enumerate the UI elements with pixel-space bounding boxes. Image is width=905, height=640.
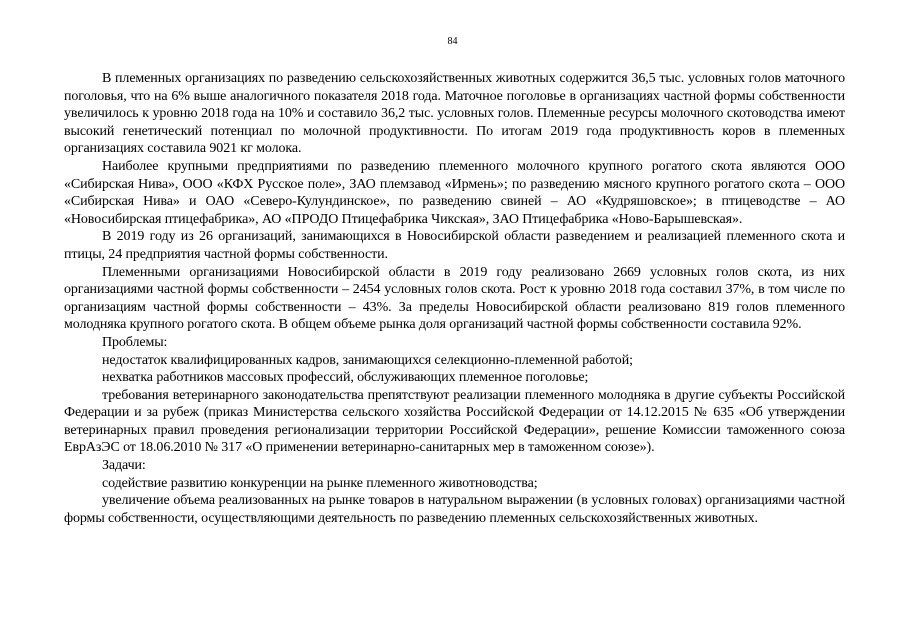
paragraph-largest-enterprises: Наиболее крупными предприятиями по разведению племенного молочного крупного рогатого скота являются ООО «Сибирская Нива», ООО «КФХ Русское поле», ЗАО племзавод «Ирмень»; по разведению мясного крупного рогатого скота – ООО «Сибирская Нива» и ОАО «Северо-Кулундинское», по разведению свиней – АО «Кудряшовское»; в птицеводстве – АО «Новосибирская птицефабрика», АО «ПРОДО Птицефабрика Чикская», ЗАО Птицефабрика «Ново-Барышевская». [64,158,845,227]
problem-item: недостаток квалифицированных кадров, занимающихся селекционно-племенной работой; [102,352,633,368]
paragraph-breeding-stock: В племенных организациях по разведению сельскохозяйственных животных содержится 36,5 тыс. условных голов маточного поголовья, что на 6% выше аналогичного показателя 2018 года. Маточное поголовье в организациях частной формы собственности увеличилось к уровню 2018 года на 10% и составило 36,2 тыс. условных голов. Племенные ресурсы молочного скотоводства имеют высокий генетический потенциал по молочной продуктивности. По итогам 2019 года продуктивность коров в племенных организациях составила 9021 кг молока. [64,71,845,157]
tasks-heading: Задачи: [102,458,146,474]
problem-item: нехватка работников массовых профессий, обслуживающих племенное поголовье; [102,370,589,386]
problems-heading: Проблемы: [102,334,168,350]
paragraph-organizations-count: В 2019 году из 26 организаций, занимающихся в Новосибирской области разведением и реализацией племенного скота и птицы, 24 предприятия частной формы собственности. [64,229,845,262]
task-item: увеличение объема реализованных на рынке товаров в натуральном выражении (в условных головах) организациями частной формы собственности, осуществляющими деятельность по разведению племенных сельскохозяйственных животных. [64,493,845,526]
document-body [64,70,845,527]
task-item: содействие развитию конкуренции на рынке племенного животноводства; [102,475,538,491]
paragraph-sales: Племенными организациями Новосибирской области в 2019 году реализовано 2669 условных голов скота, из них организациями частной формы собственности – 2454 условных голов скота. Рост к уровню 2018 года составил 37%, в том числе по организациям частной формы собственности – 43%. За пределы Новосибирской области реализовано 819 голов племенного молодняка крупного рогатого скота. В общем объеме рынка доля организаций частной формы собственности составила 92%. [64,264,845,333]
page-number: 84 [447,36,458,47]
problem-item: требования ветеринарного законодательства препятствуют реализации племенного молодняка в другие субъекты Российской Федерации и за рубеж (приказ Министерства сельского хозяйства Российской Федерации от 14.12.2015 № 635 «Об утверждении ветеринарных правил проведения регионализации территории Российской Федерации», решение Комиссии таможенного союза ЕврАзЭС от 18.06.2010 № 317 «О применении ветеринарно-санитарных мер в таможенном союзе»). [64,387,845,456]
